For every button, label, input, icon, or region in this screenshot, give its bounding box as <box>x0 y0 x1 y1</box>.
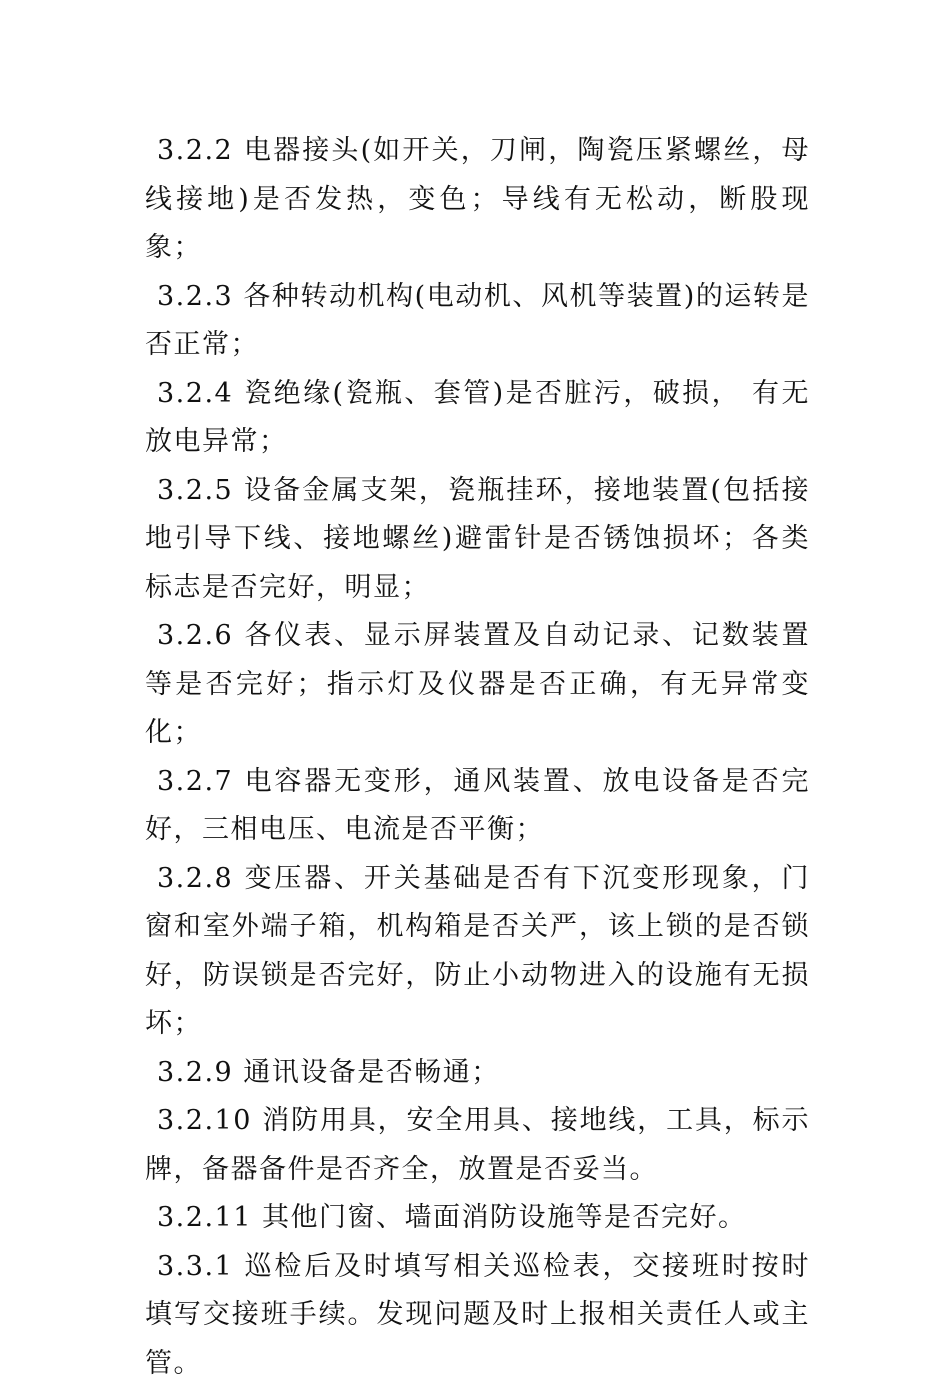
paragraph-3-2-7: 3.2.7 电容器无变形，通风装置、放电设备是否完好，三相电压、电流是否平衡； <box>145 758 810 855</box>
paragraph-3-2-9: 3.2.9 通讯设备是否畅通； <box>145 1049 810 1098</box>
paragraph-3-2-8: 3.2.8 变压器、开关基础是否有下沉变形现象，门窗和室外端子箱，机构箱是否关严，该上锁的是否锁好，防误锁是否完好，防止小动物进入的设施有无损坏； <box>145 855 810 1049</box>
paragraph-3-2-4: 3.2.4 瓷绝缘(瓷瓶、套管)是否脏污，破损， 有无放电异常； <box>145 370 810 467</box>
paragraph-3-3-1: 3.3.1 巡检后及时填写相关巡检表，交接班时按时填写交接班手续。发现问题及时上报相关责任人或主管。 <box>145 1243 810 1388</box>
document-body <box>145 127 810 1388</box>
paragraph-3-2-5: 3.2.5 设备金属支架，瓷瓶挂环，接地装置(包括接地引导下线、接地螺丝)避雷针是否锈蚀损坏；各类标志是否完好，明显； <box>145 467 810 613</box>
paragraph-3-2-2: 3.2.2 电器接头(如开关，刀闸，陶瓷压紧螺丝，母线接地)是否发热，变色；导线有无松动，断股现象； <box>145 127 810 273</box>
paragraph-3-2-3: 3.2.3 各种转动机构(电动机、风机等装置)的运转是否正常； <box>145 273 810 370</box>
paragraph-3-2-6: 3.2.6 各仪表、显示屏装置及自动记录、记数装置等是否完好；指示灯及仪器是否正确，有无异常变化； <box>145 612 810 758</box>
paragraph-3-2-11: 3.2.11 其他门窗、墙面消防设施等是否完好。 <box>145 1194 810 1243</box>
paragraph-3-2-10: 3.2.10 消防用具，安全用具、接地线，工具，标示牌，备器备件是否齐全，放置是否妥当。 <box>145 1097 810 1194</box>
